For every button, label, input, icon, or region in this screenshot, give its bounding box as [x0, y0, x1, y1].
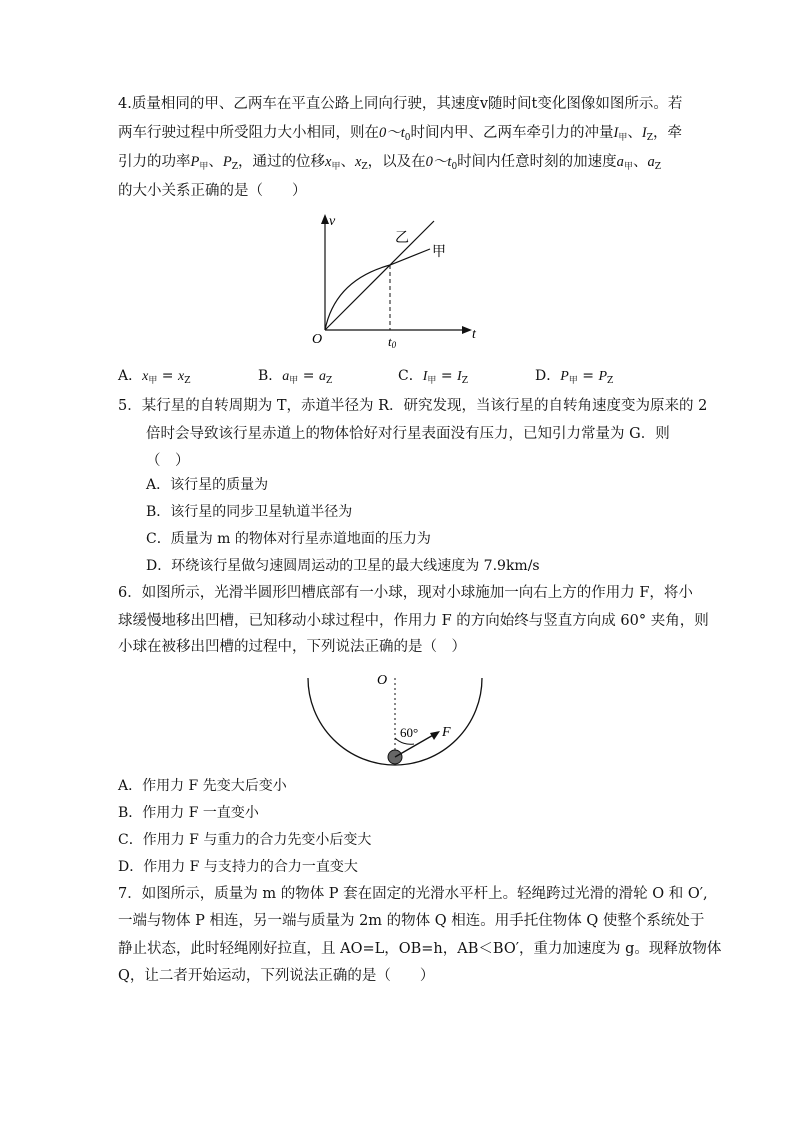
q4-line3: 引力的功率$P_甲$、$P_Z$，通过的位移$x_甲$、$x_Z$，以及在$0\sim t_0$时间内任意时刻的加速度$a_甲$、$a_Z$ — [118, 154, 661, 172]
q5-line3: （ ） — [146, 453, 190, 469]
label-yi: 乙 — [395, 231, 409, 246]
force-f-label: F — [442, 725, 451, 740]
t0-label: t0 — [388, 334, 397, 350]
q6-line3: 小球在被移出凹槽的过程中，下列说法正确的是（ ） — [118, 639, 466, 655]
q4-line4: 的大小关系正确的是（ ） — [118, 183, 307, 199]
q5-line2: 倍时会导致该行星赤道上的物体恰好对行星表面没有压力，已知引力常量为 G．则 — [146, 426, 670, 442]
q4-line2: 两车行驶过程中所受阻力大小相同，则在$0\sim t_0$时间内甲、乙两车牵引力的冲量$I_甲$、$I_Z$，牵 — [118, 125, 682, 143]
force-f-arrowhead — [430, 731, 440, 740]
q6-option-a[interactable]: A．作用力 F 先变大后变小 — [118, 778, 287, 794]
q4-option-b[interactable]: B．$a_甲 = a_Z$ — [258, 368, 333, 386]
q7-line3: 静止状态，此时轻绳刚好拉直，且 AO=L，OB=h，AB＜BO′，重力加速度为 g。现释放物体 — [118, 941, 722, 957]
q7-line2: 一端与物体 P 相连，另一端与质量为 2m 的物体 Q 相连。用手托住物体 Q 使整个系统处于 — [118, 913, 705, 929]
q5-line1: 5．某行星的自转周期为 T，赤道半径为 R．研究发现，当该行星的自转角速度变为原来的 2 — [118, 398, 708, 414]
angle-label: 60° — [400, 725, 419, 740]
q5-option-b[interactable]: B．该行星的同步卫星轨道半径为 — [146, 504, 353, 520]
origin-label: O — [312, 332, 323, 347]
label-jia: 甲 — [432, 245, 446, 260]
axis-v-label: v — [329, 214, 336, 229]
q6-option-c[interactable]: C．作用力 F 与重力的合力先变小后变大 — [118, 832, 372, 848]
q4-line1: 4.质量相同的甲、乙两车在平直公路上同向行驶，其速度v随时间t变化图像如图所示。若 — [118, 96, 683, 112]
v-axis-arrow — [321, 214, 329, 224]
q4-option-a[interactable]: A．$x_甲 = x_Z$ — [118, 368, 191, 386]
q6-line2: 球缓慢地移出凹槽，已知移动小球过程中，作用力 F 的方向始终与竖直方向成 60° 夹角，则 — [118, 613, 709, 629]
axis-t-label: t — [472, 327, 476, 342]
center-o-label: O — [377, 673, 388, 688]
q7-line1: 7．如图所示，质量为 m 的物体 P 套在固定的光滑水平杆上。轻绳跨过光滑的滑轮 O 和 O′, — [118, 886, 708, 902]
q6-option-d[interactable]: D．作用力 F 与支持力的合力一直变大 — [118, 859, 358, 875]
q6-line1: 6．如图所示，光滑半圆形凹槽底部有一小球，现对小球施加一向右上方的作用力 F，将小 — [118, 585, 693, 601]
q4-option-d[interactable]: D．$P_甲 = P_Z$ — [535, 368, 614, 386]
t-axis-arrow — [462, 326, 472, 334]
line-yi — [325, 221, 434, 330]
q6-option-b[interactable]: B．作用力 F 一直变小 — [118, 805, 259, 821]
curve-jia — [325, 249, 430, 330]
q7-line4: Q，让二者开始运动，下列说法正确的是（ ） — [118, 968, 435, 984]
q4-option-c[interactable]: C．$I_甲 = I_Z$ — [398, 368, 468, 386]
q5-option-c[interactable]: C．质量为 m 的物体对行星赤道地面的压力为 — [146, 531, 431, 547]
q5-option-d[interactable]: D．环绕该行星做匀速圆周运动的卫星的最大线速度为 7.9km/s — [146, 558, 540, 574]
q4-vt-graph — [300, 205, 500, 355]
q6-groove-figure — [300, 670, 500, 775]
q5-option-a[interactable]: A．该行星的质量为 — [146, 477, 269, 493]
